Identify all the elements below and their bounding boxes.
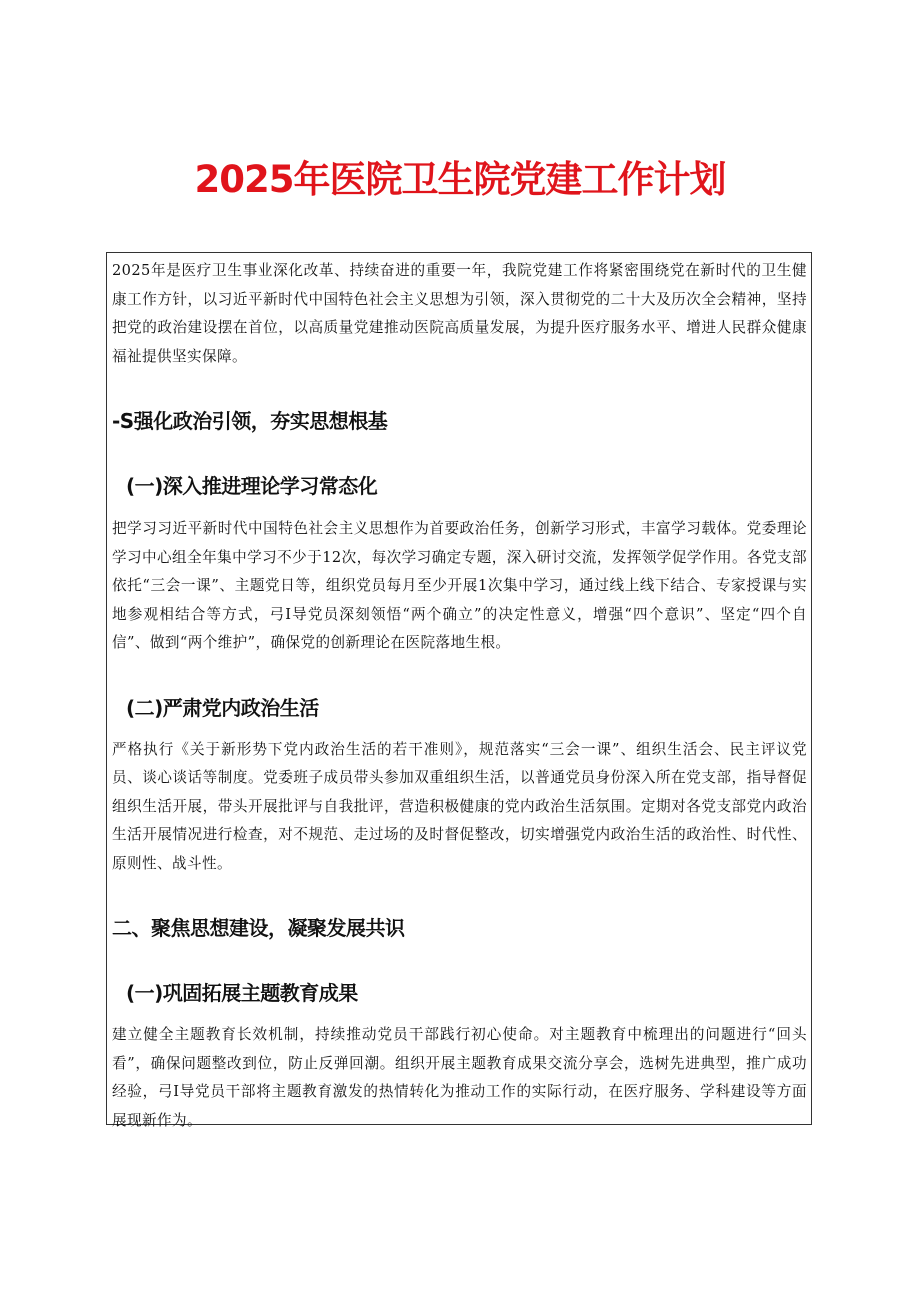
section-heading-1: -S强化政治引领，夯实思想根基 xyxy=(112,409,388,433)
content-box xyxy=(106,252,812,1129)
subsection-heading-1-1: (一)深入推进理论学习常态化 xyxy=(126,474,378,498)
intro-paragraph: 2025年是医疗卫生事业深化改革、持续奋进的重要一年，我院党建工作将紧密围绕党在新时代的卫生健康工作方针，以习近平新时代中国特色社会主义思想为引领，深入贯彻党的二十大及历次全会精神，坚持把党的政治建设摆在首位，以高质量党建推动医院高质量发展，为提升医疗服务水平、增进人民群众健康福祉提供坚实保障。 xyxy=(112,262,807,365)
subsection-heading-2-1: (一)巩固拓展主题教育成果 xyxy=(126,981,358,1005)
subsection-body-1-1: 把学习习近平新时代中国特色社会主义思想作为首要政治任务，创新学习形式，丰富学习载体。党委理论学习中心组全年集中学习不少于12次，每次学习确定专题，深入研讨交流，发挥领学促学作用。各党支部依托“三会一课”、主题党日等，组织党员每月至少开展1次集中学习，通过线上线下结合、专家授课与实地参观相结合等方式，弓I导党员深刻领悟“两个确立”的决定性意义，增强“四个意识”、坚定“四个自信”、做到“两个维护”，确保党的创新理论在医院落地生根。 xyxy=(112,520,807,651)
subsection-body-1-2: 严格执行《关于新形势下党内政治生活的若干准则》，规范落实“三会一课”、组织生活会、民主评议党员、谈心谈话等制度。党委班子成员带头参加双重组织生活，以普通党员身份深入所在党支部，指导督促组织生活开展，带头开展批评与自我批评，营造积极健康的党内政治生活氛围。定期对各党支部党内政治生活开展情况进行检查，对不规范、走过场的及时督促整改，切实增强党内政治生活的政治性、时代性、原则性、战斗性。 xyxy=(112,740,807,872)
document-title: 2025年医院卫生院党建工作计划 xyxy=(194,158,726,201)
subsection-body-2-1: 建立健全主题教育长效机制，持续推动党员干部践行初心使命。对主题教育中梳理出的问题进行“回头看”，确保问题整改到位，防止反弹回潮。组织开展主题教育成果交流分享会，选树先进典型，推广成功经验，弓I导党员干部将主题教育激发的热情转化为推动工作的实际行动，在医疗服务、学科建设等方面展现新作为。 xyxy=(112,1026,807,1129)
subsection-heading-1-2: (二)严肃党内政治生活 xyxy=(126,695,319,720)
section-heading-2: 二、聚焦思想建设，凝聚发展共识 xyxy=(112,916,405,940)
